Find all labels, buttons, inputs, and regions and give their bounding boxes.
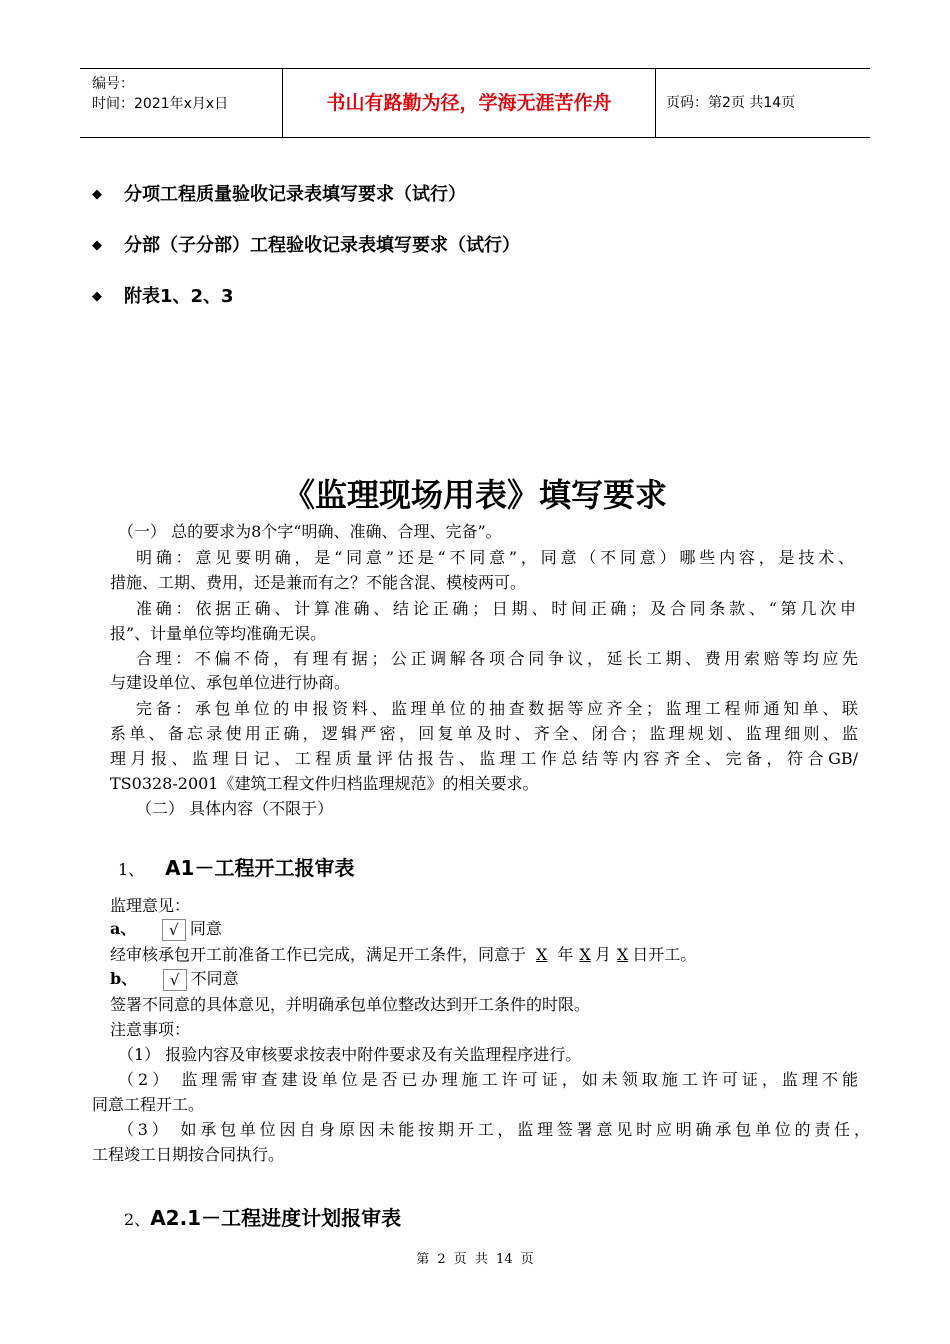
heli-line-1: 合理：不偏不倚，有理有据；公正调解各项合同争议，延长工期、费用索赔等均应先 xyxy=(136,649,858,668)
note-2-line-1: （2） 监理需审查建设单位是否已办理施工许可证，如未领取施工许可证，监理不能 xyxy=(118,1070,858,1089)
heli-line-2: 与建设单位、承包单位进行协商。 xyxy=(110,673,351,692)
mingque-line-1: 明确：意见要明确，是“同意”还是“不同意”，同意（不同意）哪些内容，是技术、 xyxy=(136,548,854,567)
general-intro: （一） 总的要求为8个字“明确、准确、合理、完备”。 xyxy=(118,522,502,541)
page-header xyxy=(80,68,870,138)
page-title: 《监理现场用表》填写要求 xyxy=(282,476,667,514)
option-a-text: 同意 xyxy=(189,919,222,938)
section2-heading: 2、A2.1－工程进度计划报审表 xyxy=(124,1206,402,1230)
wanbei-line-4: TS0328-2001《建筑工程文件归档监理规范》的相关要求。 xyxy=(110,774,539,793)
time-label: 时间：2021年x月x日 xyxy=(92,96,229,112)
checkbox-disagree[interactable]: √ xyxy=(163,969,187,991)
header-meta xyxy=(80,69,283,137)
note-3-line-2: 工程竣工日期按合同执行。 xyxy=(92,1145,285,1164)
mingque-line-2: 措施、工期、费用，还是兼而有之？不能含混、模棱两可。 xyxy=(110,573,527,592)
agree-line: 经审核承包开工前准备工作已完成，满足开工条件，同意于 X 年 X 月 X 日开工。 xyxy=(110,945,697,964)
part2-heading: （二） 具体内容（不限于） xyxy=(136,799,334,818)
header-motto: 书山有路勤为径，学海无涯苦作舟 xyxy=(283,69,656,137)
diamond-bullet-icon: ◆ xyxy=(92,289,102,304)
year-field[interactable]: X xyxy=(536,945,548,964)
diamond-bullet-icon: ◆ xyxy=(92,238,102,253)
header-page-label: 页码：第2页 共14页 xyxy=(666,95,796,111)
note-3-line-1: （3） 如承包单位因自身原因未能按期开工，监理签署意见时应明确承包单位的责任， xyxy=(118,1120,870,1139)
diamond-bullet-icon: ◆ xyxy=(92,187,102,202)
section1-heading: 1、 A1－工程开工报审表 xyxy=(118,856,355,880)
opinion-label: 监理意见： xyxy=(110,896,191,915)
option-b xyxy=(110,966,239,991)
zhunque-line-2: 报”、计量单位等均准确无误。 xyxy=(110,624,327,643)
option-a xyxy=(110,916,222,941)
month-field[interactable]: X xyxy=(579,945,591,964)
checkbox-agree[interactable]: √ xyxy=(162,919,186,941)
day-field[interactable]: X xyxy=(616,945,629,964)
option-b-text: 不同意 xyxy=(190,969,239,988)
bullet-item: ◆ 附表1、2、3 xyxy=(92,286,234,307)
zhunque-line-1: 准确：依据正确、计算准确、结论正确；日期、时间正确；及合同条款、“第几次申 xyxy=(136,599,856,618)
bullet-item: ◆ 分部（子分部）工程验收记录表填写要求（试行） xyxy=(92,235,520,256)
wanbei-line-3: 理月报、监理日记、工程质量评估报告、监理工作总结等内容齐全、完备，符合GB/ xyxy=(110,749,858,768)
notes-label: 注意事项： xyxy=(110,1020,191,1039)
wanbei-line-2: 系单、备忘录使用正确，逻辑严密，回复单及时、齐全、闭合；监理规划、监理细则、监 xyxy=(110,724,858,743)
bullet-item: ◆ 分项工程质量验收记录表填写要求（试行） xyxy=(92,184,466,205)
note-2-line-2: 同意工程开工。 xyxy=(92,1095,205,1114)
note-1: （1） 报验内容及审核要求按表中附件要求及有关监理程序进行。 xyxy=(118,1045,582,1064)
wanbei-line-1: 完备：承包单位的申报资料、监理单位的抽查数据等应齐全；监理工程师通知单、联 xyxy=(136,699,858,718)
number-label: 编号： xyxy=(92,76,134,92)
option-b-label: b、 xyxy=(110,969,138,988)
option-a-label: a、 xyxy=(110,919,137,938)
page-footer: 第 2 页 共 14 页 xyxy=(416,1252,534,1267)
disagree-line: 签署不同意的具体意见，并明确承包单位整改达到开工条件的时限。 xyxy=(110,995,591,1014)
